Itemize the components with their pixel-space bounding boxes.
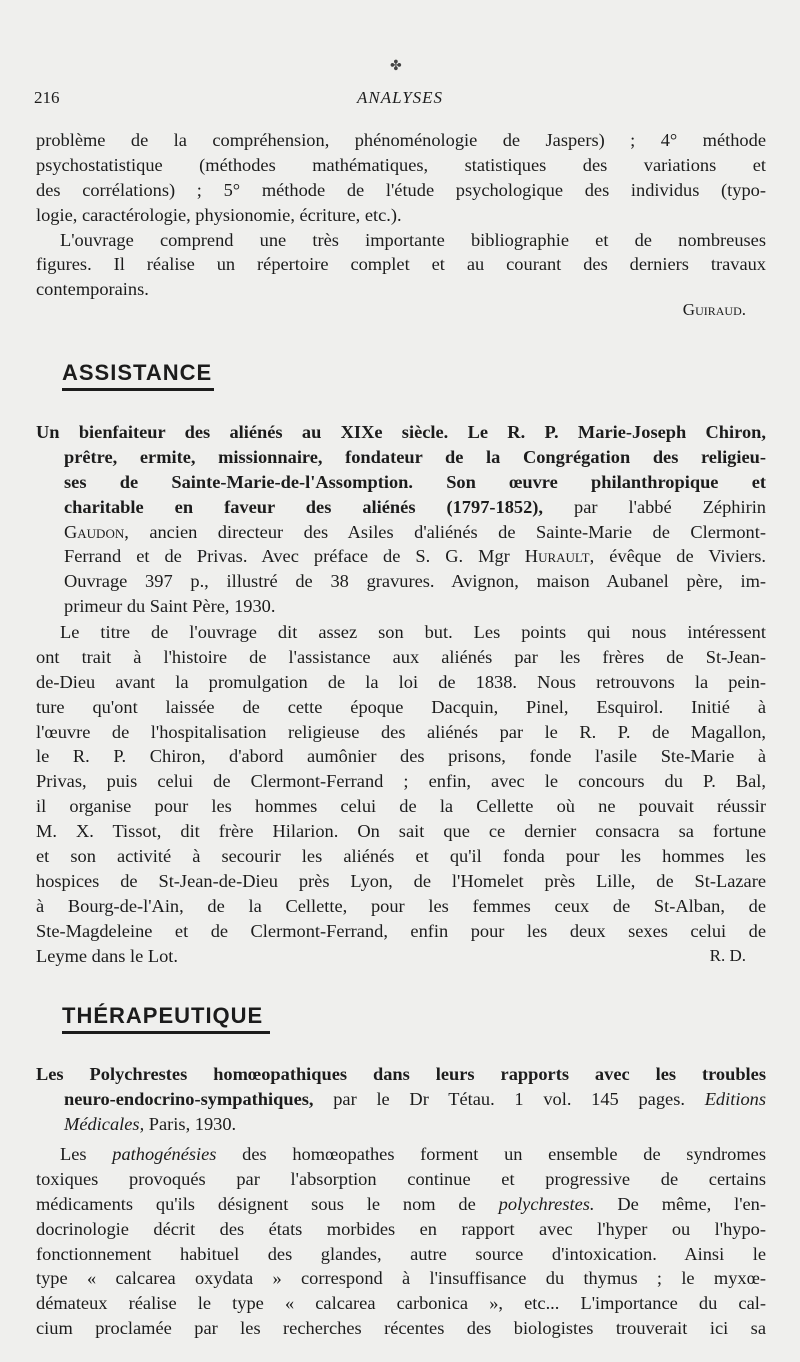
text-line: contemporains.: [36, 279, 149, 300]
text-line: type « calcarea oxydata » correspond à l'insuffisance du thymus ; le myxœ-: [36, 1268, 766, 1289]
text-line: [36, 1142, 766, 1167]
text-line: psychostatistique (méthodes mathématiques, statistiques des variations et: [36, 154, 766, 175]
preface-author-name: Hurault,: [524, 546, 595, 567]
text-line: des corrélations) ; 5° méthode de l'étude psychologique des individus (typo-: [36, 179, 766, 200]
bibliographic-reference: [36, 1062, 766, 1137]
page-number: 216: [34, 88, 60, 107]
text-line: Le titre de l'ouvrage dit assez son but. Les points qui nous intéressent: [60, 622, 766, 642]
signature: Guiraud.: [682, 300, 746, 319]
bibliographic-reference: [36, 420, 766, 619]
text-line: figures. Il réalise un répertoire complet et au courant des derniers travaux: [36, 254, 766, 275]
ref-title-fragment: neuro-endocrino-sympathiques,: [64, 1088, 314, 1109]
text-line: problème de la compréhension, phénoménologie de Jaspers) ; 4° méthode: [36, 130, 766, 150]
signature: R. D.: [709, 946, 746, 965]
text-fragment: De même, l'en-: [617, 1193, 766, 1214]
text-line: hospices de St-Jean-de-Dieu près Lyon, de l'Homelet près Lille, de St-Lazare: [36, 870, 766, 891]
text-fragment: Les: [60, 1144, 87, 1164]
ref-line: [36, 520, 766, 545]
text-line: Ste-Magdeleine et de Clermont-Ferrand, enfin pour les deux sexes celui de: [36, 920, 766, 941]
text-line: L'ouvrage comprend une très importante bibliographie et de nombreuses: [60, 229, 766, 250]
text-fragment: médicaments qu'ils désignent sous le nom de: [36, 1193, 476, 1214]
author-name: Gaudon,: [64, 521, 129, 542]
ornament: ✤: [390, 59, 402, 74]
publisher-fragment: Médicales,: [64, 1113, 145, 1134]
section-heading-assistance: ASSISTANCE: [62, 360, 213, 385]
ref-title-line: Un bienfaiteur des aliénés au XIXe siècle. Le R. P. Marie-Joseph Chiron,: [36, 422, 766, 442]
ref-title-line: prêtre, ermite, missionnaire, fondateur de la Congrégation des religieu-: [64, 446, 766, 467]
text-line: docrinologie décrit des états morbides en rapport avec l'hyper ou l'hypo-: [36, 1218, 766, 1239]
intro-paragraph: [36, 128, 766, 302]
section-heading-therapeutique: THÉRAPEUTIQUE: [62, 1003, 264, 1028]
ref-fragment: par le Dr Tétau. 1 vol. 145 pages.: [333, 1088, 685, 1109]
text-line: ture qu'ont laissée de cette époque Dacquin, Pinel, Esquirol. Initié à: [36, 696, 766, 717]
text-line: il organise pour les hommes celui de la Cellette où ne pouvait réussir: [36, 796, 766, 817]
text-line: M. X. Tissot, dit frère Hilarion. On sait que ce dernier consacra sa fortune: [36, 821, 766, 842]
heading-rule: [62, 388, 214, 391]
ref-title-line: ses de Sainte-Marie-de-l'Assomption. Son œuvre philanthropique et: [64, 471, 766, 492]
text-line: le R. P. Chiron, d'abord aumônier des prisons, fonde l'asile Ste-Marie à: [36, 746, 766, 767]
ref-title-fragment: charitable en faveur des aliénés (1797-1852),: [64, 496, 544, 517]
text-line: Privas, puis celui de Clermont-Ferrand ; enfin, avec le concours du P. Bal,: [36, 771, 766, 792]
text-line: de-Dieu avant la promulgation de la loi de 1838. Nous retrouvons la pein-: [36, 671, 766, 692]
text-line: toxiques provoqués par l'absorption continue et progressive de certains: [36, 1168, 766, 1189]
text-line: Leyme dans le Lot.: [36, 945, 178, 966]
text-line: l'œuvre de l'hospitalisation religieuse des aliénés par le R. P. de Magallon,: [36, 721, 766, 742]
ref-line: [36, 1087, 766, 1112]
review-paragraph: [36, 620, 766, 968]
ref-line: primeur du Saint Père, 1930.: [64, 596, 276, 617]
ref-fragment: Ferrand et de Privas. Avec préface de S. G. Mgr: [64, 546, 510, 567]
ref-line: Ouvrage 397 p., illustré de 38 gravures. Avignon, maison Aubanel père, im-: [64, 571, 766, 592]
ref-line: [36, 1112, 766, 1137]
emphasis: pathogénésies: [112, 1144, 217, 1164]
ref-fragment: évêque de Viviers.: [609, 546, 766, 567]
text-line: fonctionnement habituel des glandes, autre source d'intoxication. Ainsi le: [36, 1243, 766, 1264]
ref-line: [36, 544, 766, 569]
ref-author-fragment: par l'abbé Zéphirin: [574, 496, 766, 517]
publisher-fragment: Editions: [704, 1088, 766, 1109]
text-line: ont trait à l'histoire de l'assistance aux aliénés par les frères de St-Jean-: [36, 646, 766, 667]
running-title: ANALYSES: [356, 88, 444, 107]
ref-title-line: Les Polychrestes homœopathiques dans leurs rapports avec les troubles: [36, 1064, 766, 1084]
text-line: cium proclamée par les recherches récentes des biologistes trouverait ici sa: [36, 1318, 766, 1339]
review-paragraph: [36, 1142, 766, 1341]
text-line: à Bourg-de-l'Ain, de la Cellette, pour les femmes ceux de St-Alban, de: [36, 895, 766, 916]
text-line: logie, caractérologie, physionomie, écriture, etc.).: [36, 204, 402, 225]
emphasis: polychrestes.: [498, 1193, 595, 1214]
ref-line: [36, 495, 766, 520]
ref-fragment: ancien directeur des Asiles d'aliénés de Sainte-Marie de Clermont-: [149, 521, 766, 542]
text-fragment: des homœopathes forment un ensemble de syndromes: [242, 1144, 766, 1164]
heading-rule: [62, 1031, 270, 1034]
text-line: démateux réalise le type « calcarea carbonica », etc... L'importance du cal-: [36, 1293, 766, 1314]
ref-fragment: Paris, 1930.: [148, 1113, 237, 1134]
text-line: [36, 1192, 766, 1217]
text-line: et son activité à secourir les aliénés et qu'il fonda pour les hommes les: [36, 846, 766, 867]
